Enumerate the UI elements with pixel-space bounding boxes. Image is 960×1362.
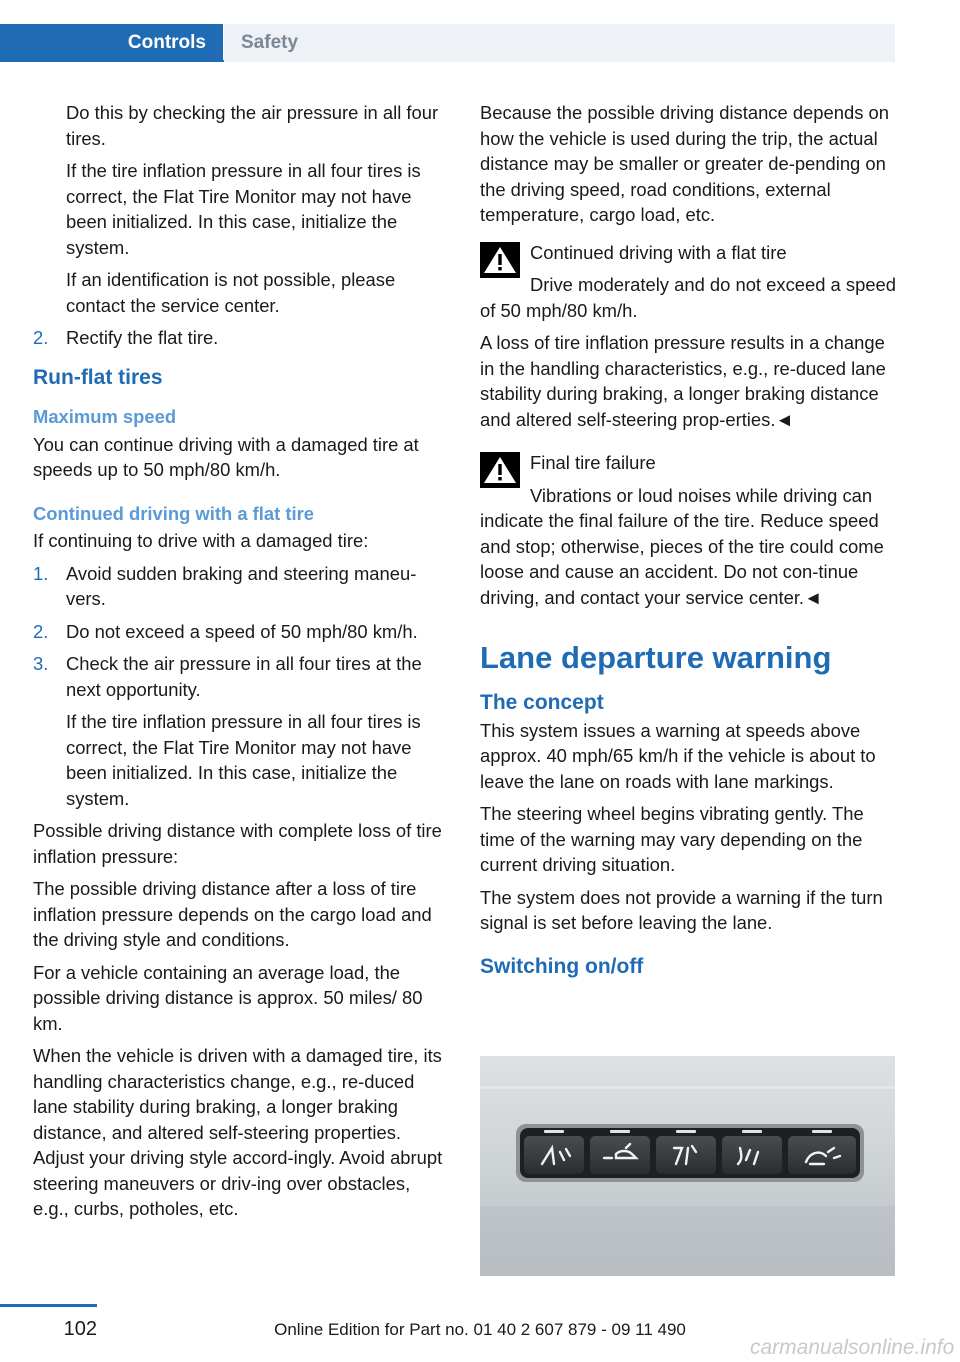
heading-the-concept: The concept <box>480 691 604 714</box>
list-text: Do not exceed a speed of 50 mph/80 km/h. <box>66 620 418 642</box>
warning-body: Drive moderately and do not exceed a speed of 50 mph/80 km/h. <box>480 274 896 321</box>
edition-text: Online Edition for Part no. 01 40 2 607 879 - 09 11 490 <box>274 1320 686 1339</box>
list-number: 2. <box>33 327 49 348</box>
heading-maximum-speed: Maximum speed <box>33 406 177 427</box>
warning-triangle-icon <box>480 452 520 488</box>
paragraph: For a vehicle containing an average load, the possible driving distance is approx. 50 miles/ 80 km. <box>33 961 423 1034</box>
paragraph: You can continue driving with a damaged tire at speeds up to 50 mph/80 km/h. <box>33 433 419 480</box>
continued-text: If an identification is not possible, please contact the service center. <box>66 269 396 316</box>
warning-title: Final tire failure <box>530 452 656 473</box>
continued-text: Do this by checking the air pressure in all four tires. <box>66 102 439 149</box>
chapter-tabs <box>0 24 895 62</box>
heading-lane-departure-warning: Lane departure warning <box>480 640 832 675</box>
list-number: 2. <box>33 620 49 642</box>
heading-switching-on-off: Switching on/off <box>480 954 644 978</box>
list-item <box>33 561 451 612</box>
footer-rule <box>0 1304 97 1307</box>
warning-title: Continued driving with a flat tire <box>530 241 787 263</box>
watermark: carmanualsonline.info <box>750 1336 955 1359</box>
list-text: Avoid sudden braking and steering maneu‐vers. <box>66 562 417 609</box>
left-column <box>33 100 451 1229</box>
heading-run-flat-tires: Run-flat tires <box>33 365 163 389</box>
right-column <box>480 100 898 981</box>
paragraph: Because the possible driving distance depends on how the vehicle is used during the trip, the actual distance may be smaller or greater de‐pending on the driving speed, road conditions, external temperature, cargo load, etc. <box>480 102 889 225</box>
list-item <box>33 619 451 645</box>
warning-block <box>480 450 898 610</box>
tab-safety[interactable]: Safety <box>224 24 895 62</box>
continued-text: If the tire inflation pressure in all four tires is correct, the Flat Tire Monitor may not have been initialized. In this case, initialize the system. <box>66 160 421 258</box>
list-subtext: If the tire inflation pressure in all four tires is correct, the Flat Tire Monitor may not have been initialized. In this case, initialize the system. <box>66 711 421 809</box>
page-number: 102 <box>63 1318 97 1340</box>
tab-controls[interactable]: Controls <box>0 24 223 62</box>
warning-block <box>480 240 898 324</box>
paragraph: A loss of tire inflation pressure results in a change in the handling characteristics, e.g., re‐duced lane stability during braking, a longer braking distance and altered self-steering prop‐erties.◄ <box>480 332 886 430</box>
paragraph: When the vehicle is driven with a damaged tire, its handling characteristics change, e.g., re‐duced lane stability during braking, a longer braking distance, and altered self-steering properties. Adjust your driving style accord‐ingly. Avoid abrupt steering maneuvers or driv‐ing over obstacles, e.g., curbs, potholes, etc. <box>33 1045 443 1219</box>
paragraph: The possible driving distance after a loss of tire inflation pressure depends on the cargo load and the driving style and conditions. <box>33 878 432 950</box>
paragraph: The steering wheel begins vibrating gently. The time of the warning may vary depending on the current driving situation. <box>480 803 864 875</box>
paragraph: The system does not provide a warning if the turn signal is set before leaving the lane. <box>480 886 883 933</box>
button-panel-photo <box>480 1056 895 1276</box>
paragraph: Possible driving distance with complete loss of tire inflation pressure: <box>33 820 442 867</box>
driver-assistance-buttons-image <box>480 1056 895 1276</box>
list-item <box>33 325 451 351</box>
warning-triangle-icon <box>480 242 520 278</box>
list-item <box>33 651 451 702</box>
list-number: 1. <box>33 562 49 584</box>
paragraph: This system issues a warning at speeds above approx. 40 mph/65 km/h if the vehicle is about to leave the lane on roads with lane markings. <box>480 719 876 792</box>
list-text: Check the air pressure in all four tires at the next opportunity. <box>66 653 422 700</box>
warning-body: Vibrations or loud noises while driving can indicate the final failure of the tire. Reduce speed and stop; otherwise, pieces of the tire could come loose and cause an accident. Do not con‐tinue driving, and contact your service center.◄ <box>480 484 884 608</box>
paragraph: If continuing to drive with a damaged tire: <box>33 530 369 551</box>
heading-continued-driving: Continued driving with a flat tire <box>33 502 314 524</box>
list-number: 3. <box>33 653 49 674</box>
list-text: Rectify the flat tire. <box>66 327 219 348</box>
